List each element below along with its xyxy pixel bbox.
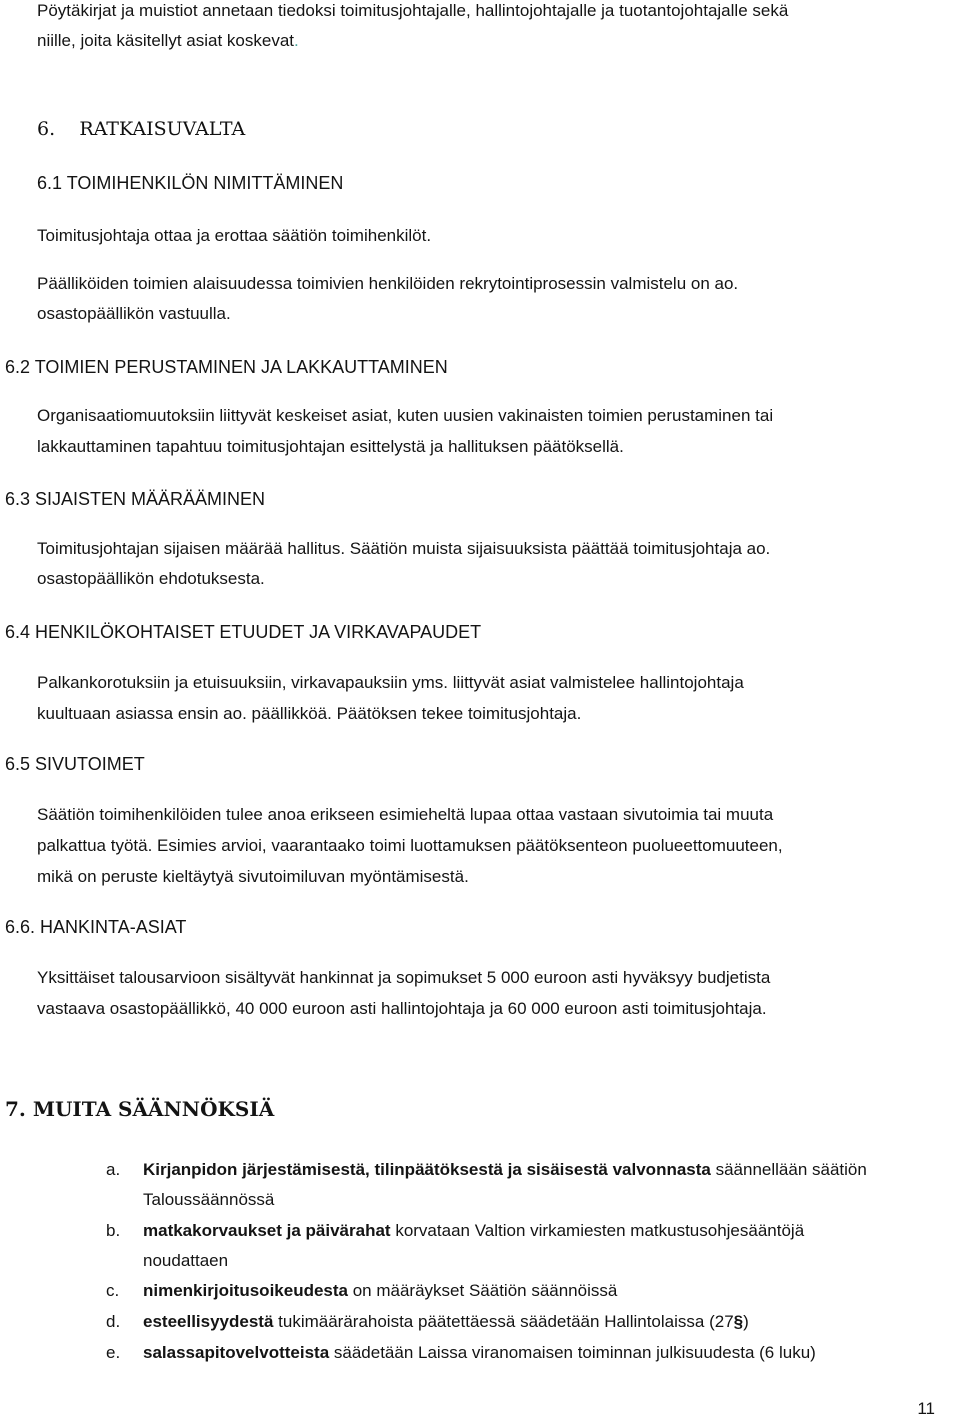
section-6-5-heading: 6.5 SIVUTOIMET xyxy=(5,754,145,774)
section-6-3-line-1: Toimitusjohtajan sijaisen määrää hallitus. Säätiön muista sijaisuuksista päättää toimitusjohtaja ao. xyxy=(37,539,771,558)
list-marker-d: d. xyxy=(106,1312,121,1331)
section-6-4-line-2: kuultuaan asiassa ensin ao. päällikköä. Päätöksen tekee toimitusjohtaja. xyxy=(37,704,582,723)
section-6-6-line-2: vastaava osastopäällikkö, 40 000 euroon asti hallintojohtaja ja 60 000 euroon asti toimitusjohtaja. xyxy=(37,999,767,1018)
section-6-2-line-1: Organisaatiomuutoksiin liittyvät keskeiset asiat, kuten uusien vakinaisten toimien perustaminen tai xyxy=(37,406,774,425)
section-6-5-line-2: palkattua työtä. Esimies arvioi, vaarantaako toimi luottamuksen päätöksenteon puolueettomuuteen, xyxy=(37,836,783,855)
list-marker-b: b. xyxy=(106,1221,121,1240)
list-item-b-continuation: noudattaen xyxy=(143,1251,229,1270)
section-6-3-line-2: osastopäällikön ehdotuksesta. xyxy=(37,569,265,588)
section-6-6-line-1: Yksittäiset talousarvioon sisältyvät hankinnat ja sopimukset 5 000 euroon asti hyväksyy budjetista xyxy=(37,968,771,987)
intro-period: . xyxy=(294,31,299,50)
list-item-a: Kirjanpidon järjestämisestä, tilinpäätöksestä ja sisäisestä valvonnasta säännellään säätiön xyxy=(143,1160,867,1179)
section-6-3-heading: 6.3 SIJAISTEN MÄÄRÄÄMINEN xyxy=(5,489,266,509)
section-7-heading: 7. MUITA SÄÄNNÖKSIÄ xyxy=(5,1097,275,1121)
list-marker-a: a. xyxy=(106,1160,121,1179)
section-6-1-p1: Toimitusjohtaja ottaa ja erottaa säätiön toimihenkilöt. xyxy=(37,226,432,245)
section-6-4-heading: 6.4 HENKILÖKOHTAISET ETUUDET JA VIRKAVAPAUDET xyxy=(5,622,482,642)
list-marker-e: e. xyxy=(106,1343,121,1362)
section-6-6-heading: 6.6. HANKINTA-ASIAT xyxy=(5,917,187,937)
section-6-heading: 6. RATKAISUVALTA xyxy=(37,118,246,140)
list-item-c: nimenkirjoitusoikeudesta on määräykset Säätiön säännöissä xyxy=(143,1281,618,1300)
list-item-e: salassapitovelvotteista säädetään Laissa viranomaisen toiminnan julkisuudesta (6 luku) xyxy=(143,1343,816,1362)
section-6-2-heading: 6.2 TOIMIEN PERUSTAMINEN JA LAKKAUTTAMINEN xyxy=(5,357,448,377)
intro-line-1: Pöytäkirjat ja muistiot annetaan tiedoksi toimitusjohtajalle, hallintojohtajalle ja tuotantojohtajalle sekä xyxy=(37,1,789,20)
section-6-5-line-1: Säätiön toimihenkilöiden tulee anoa erikseen esimieheltä lupaa ottaa vastaan sivutoimia tai muuta xyxy=(37,805,774,824)
section-6-2-line-2: lakkauttaminen tapahtuu toimitusjohtajan esittelystä ja hallituksen päätöksellä. xyxy=(37,437,624,456)
page-number: 11 xyxy=(917,1399,935,1418)
list-item-a-continuation: Taloussäännössä xyxy=(143,1190,275,1209)
list-marker-c: c. xyxy=(106,1281,120,1300)
list-item-d: esteellisyydestä tukimäärärahoista päätettäessä säädetään Hallintolaissa (27§) xyxy=(143,1312,749,1331)
section-6-4-line-1: Palkankorotuksiin ja etuisuuksiin, virkavapauksiin yms. liittyvät asiat valmistelee hallintojohtaja xyxy=(37,673,744,692)
intro-line-2: niille, joita käsitellyt asiat koskevat. xyxy=(37,31,299,50)
section-6-1-p2-line-1: Päälliköiden toimien alaisuudessa toimivien henkilöiden rekrytointiprosessin valmistelu on ao. xyxy=(37,274,739,293)
section-6-5-line-3: mikä on peruste kieltäytyä sivutoimiluvan myöntämisestä. xyxy=(37,867,469,886)
section-6-1-p2-line-2: osastopäällikön vastuulla. xyxy=(37,304,231,323)
section-6-1-heading: 6.1 TOIMIHENKILÖN NIMITTÄMINEN xyxy=(37,173,344,193)
list-item-b: matkakorvaukset ja päivärahat korvataan Valtion virkamiesten matkustusohjesääntöjä xyxy=(143,1221,805,1240)
